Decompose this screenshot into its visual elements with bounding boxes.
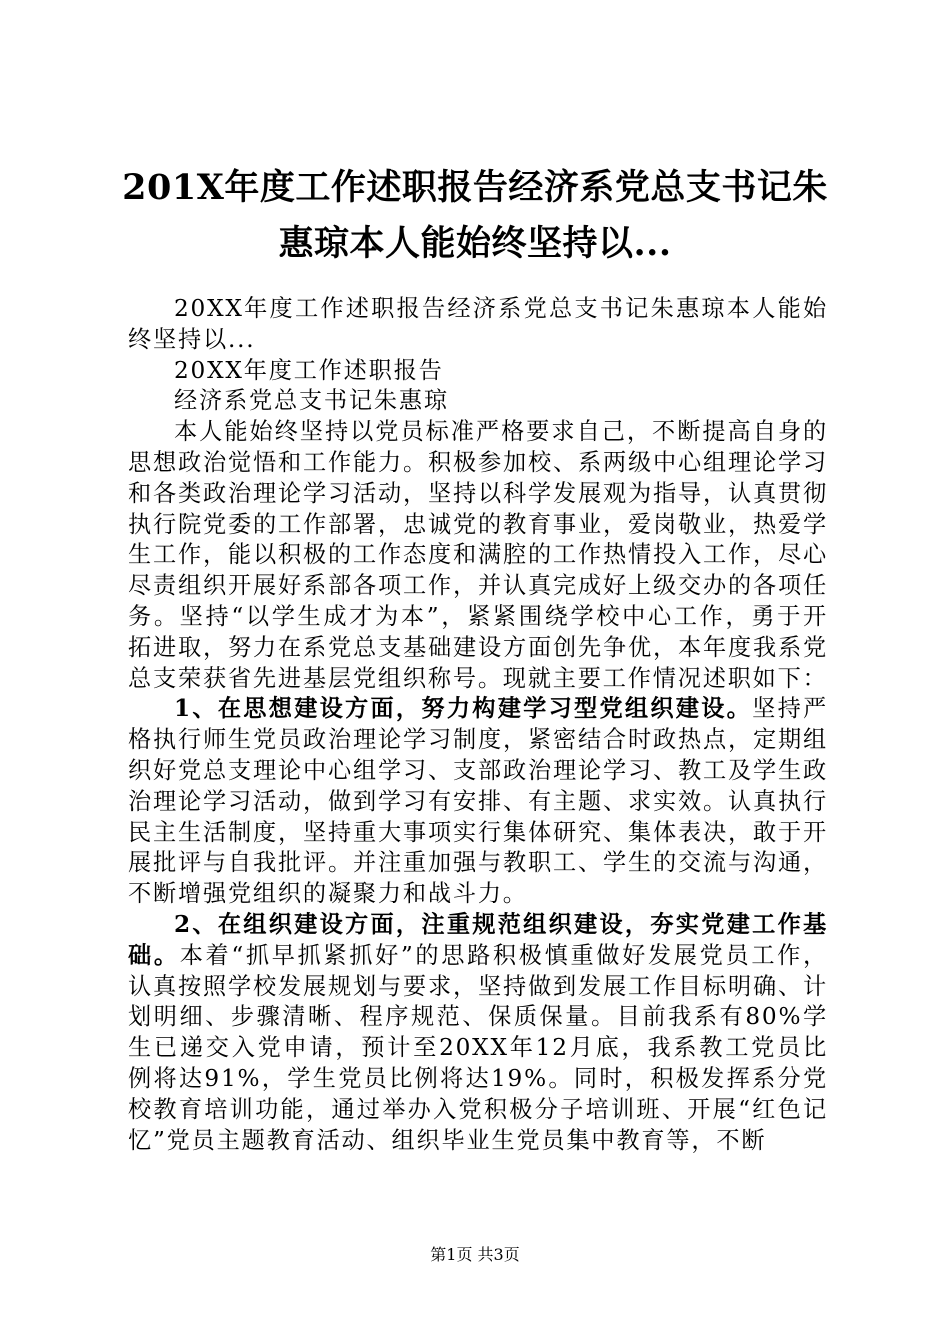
paragraph-section-2 bbox=[128, 910, 828, 1156]
paragraph-overview: 本人能始终坚持以党员标准严格要求自己，不断提高自身的思想政治觉悟和工作能力。积极参加校、系两级中心组理论学习和各类政治理论学习活动，坚持以科学发展观为指导，认真贯彻执行院党委的工作部署，忠诚党的教育事业，爱岗敬业，热爱学生工作，能以积极的工作态度和满腔的工作热情投入工作，尽心尽责组织开展好系部各项工作，并认真完成好上级交办的各项任务。坚持“以学生成才为本”，紧紧围绕学校中心工作，勇于开拓进取，努力在系党总支基础建设方面创先争优，本年度我系党总支荣获省先进基层党组织称号。现就主要工作情况述职如下： bbox=[128, 418, 828, 692]
section-1-body: 坚持严格执行师生党员政治理论学习制度，紧密结合时政热点，定期组织好党总支理论中心组学习、支部政治理论学习、教工及学生政治理论学习活动，做到学习有安排、有主题、求实效。认真执行民主生活制度，坚持重大事项实行集体研究、集体表决，敢于开展批评与自我批评。并注重加强与教职工、学生的交流与沟通，不断增强党组织的凝聚力和战斗力。 bbox=[128, 695, 828, 908]
paragraph-author: 经济系党总支书记朱惠琼 bbox=[174, 387, 449, 415]
document-body bbox=[128, 294, 828, 1156]
document-title-line-1: 201X年度工作述职报告经济系党总支书记朱 bbox=[122, 167, 828, 208]
page-footer: 第1页 共3页 bbox=[430, 1245, 520, 1264]
paragraph-section-1 bbox=[128, 694, 828, 910]
paragraph-report-title: 20XX年度工作述职报告 bbox=[174, 356, 444, 384]
section-2-heading: 2、在组织建设方面，注重规范组织建设，夯实党建工作基础。 bbox=[128, 910, 828, 969]
document-title-line-2: 惠琼本人能始终坚持以... bbox=[278, 223, 672, 264]
paragraph-intro: 20XX年度工作述职报告经济系党总支书记朱惠琼本人能始终坚持以... bbox=[128, 295, 828, 353]
section-2-body: 本着“抓早抓紧抓好”的思路积极慎重做好发展党员工作，认真按照学校发展规划与要求，坚持做到发展工作目标明确、计划明细、步骤清晰、程序规范、保质保量。目前我系有80%学生已递交入党申请，预计至20XX年12月底，我系教工党员比例将达91%，学生党员比例将达19%。同时，积极发挥系分党校教育培训功能，通过举办入党积极分子培训班、开展“红色记忆”党员主题教育活动、组织毕业生党员集中教育等，不断 bbox=[128, 941, 828, 1154]
section-1-heading: 1、在思想建设方面，努力构建学习型党组织建设。 bbox=[174, 695, 753, 723]
